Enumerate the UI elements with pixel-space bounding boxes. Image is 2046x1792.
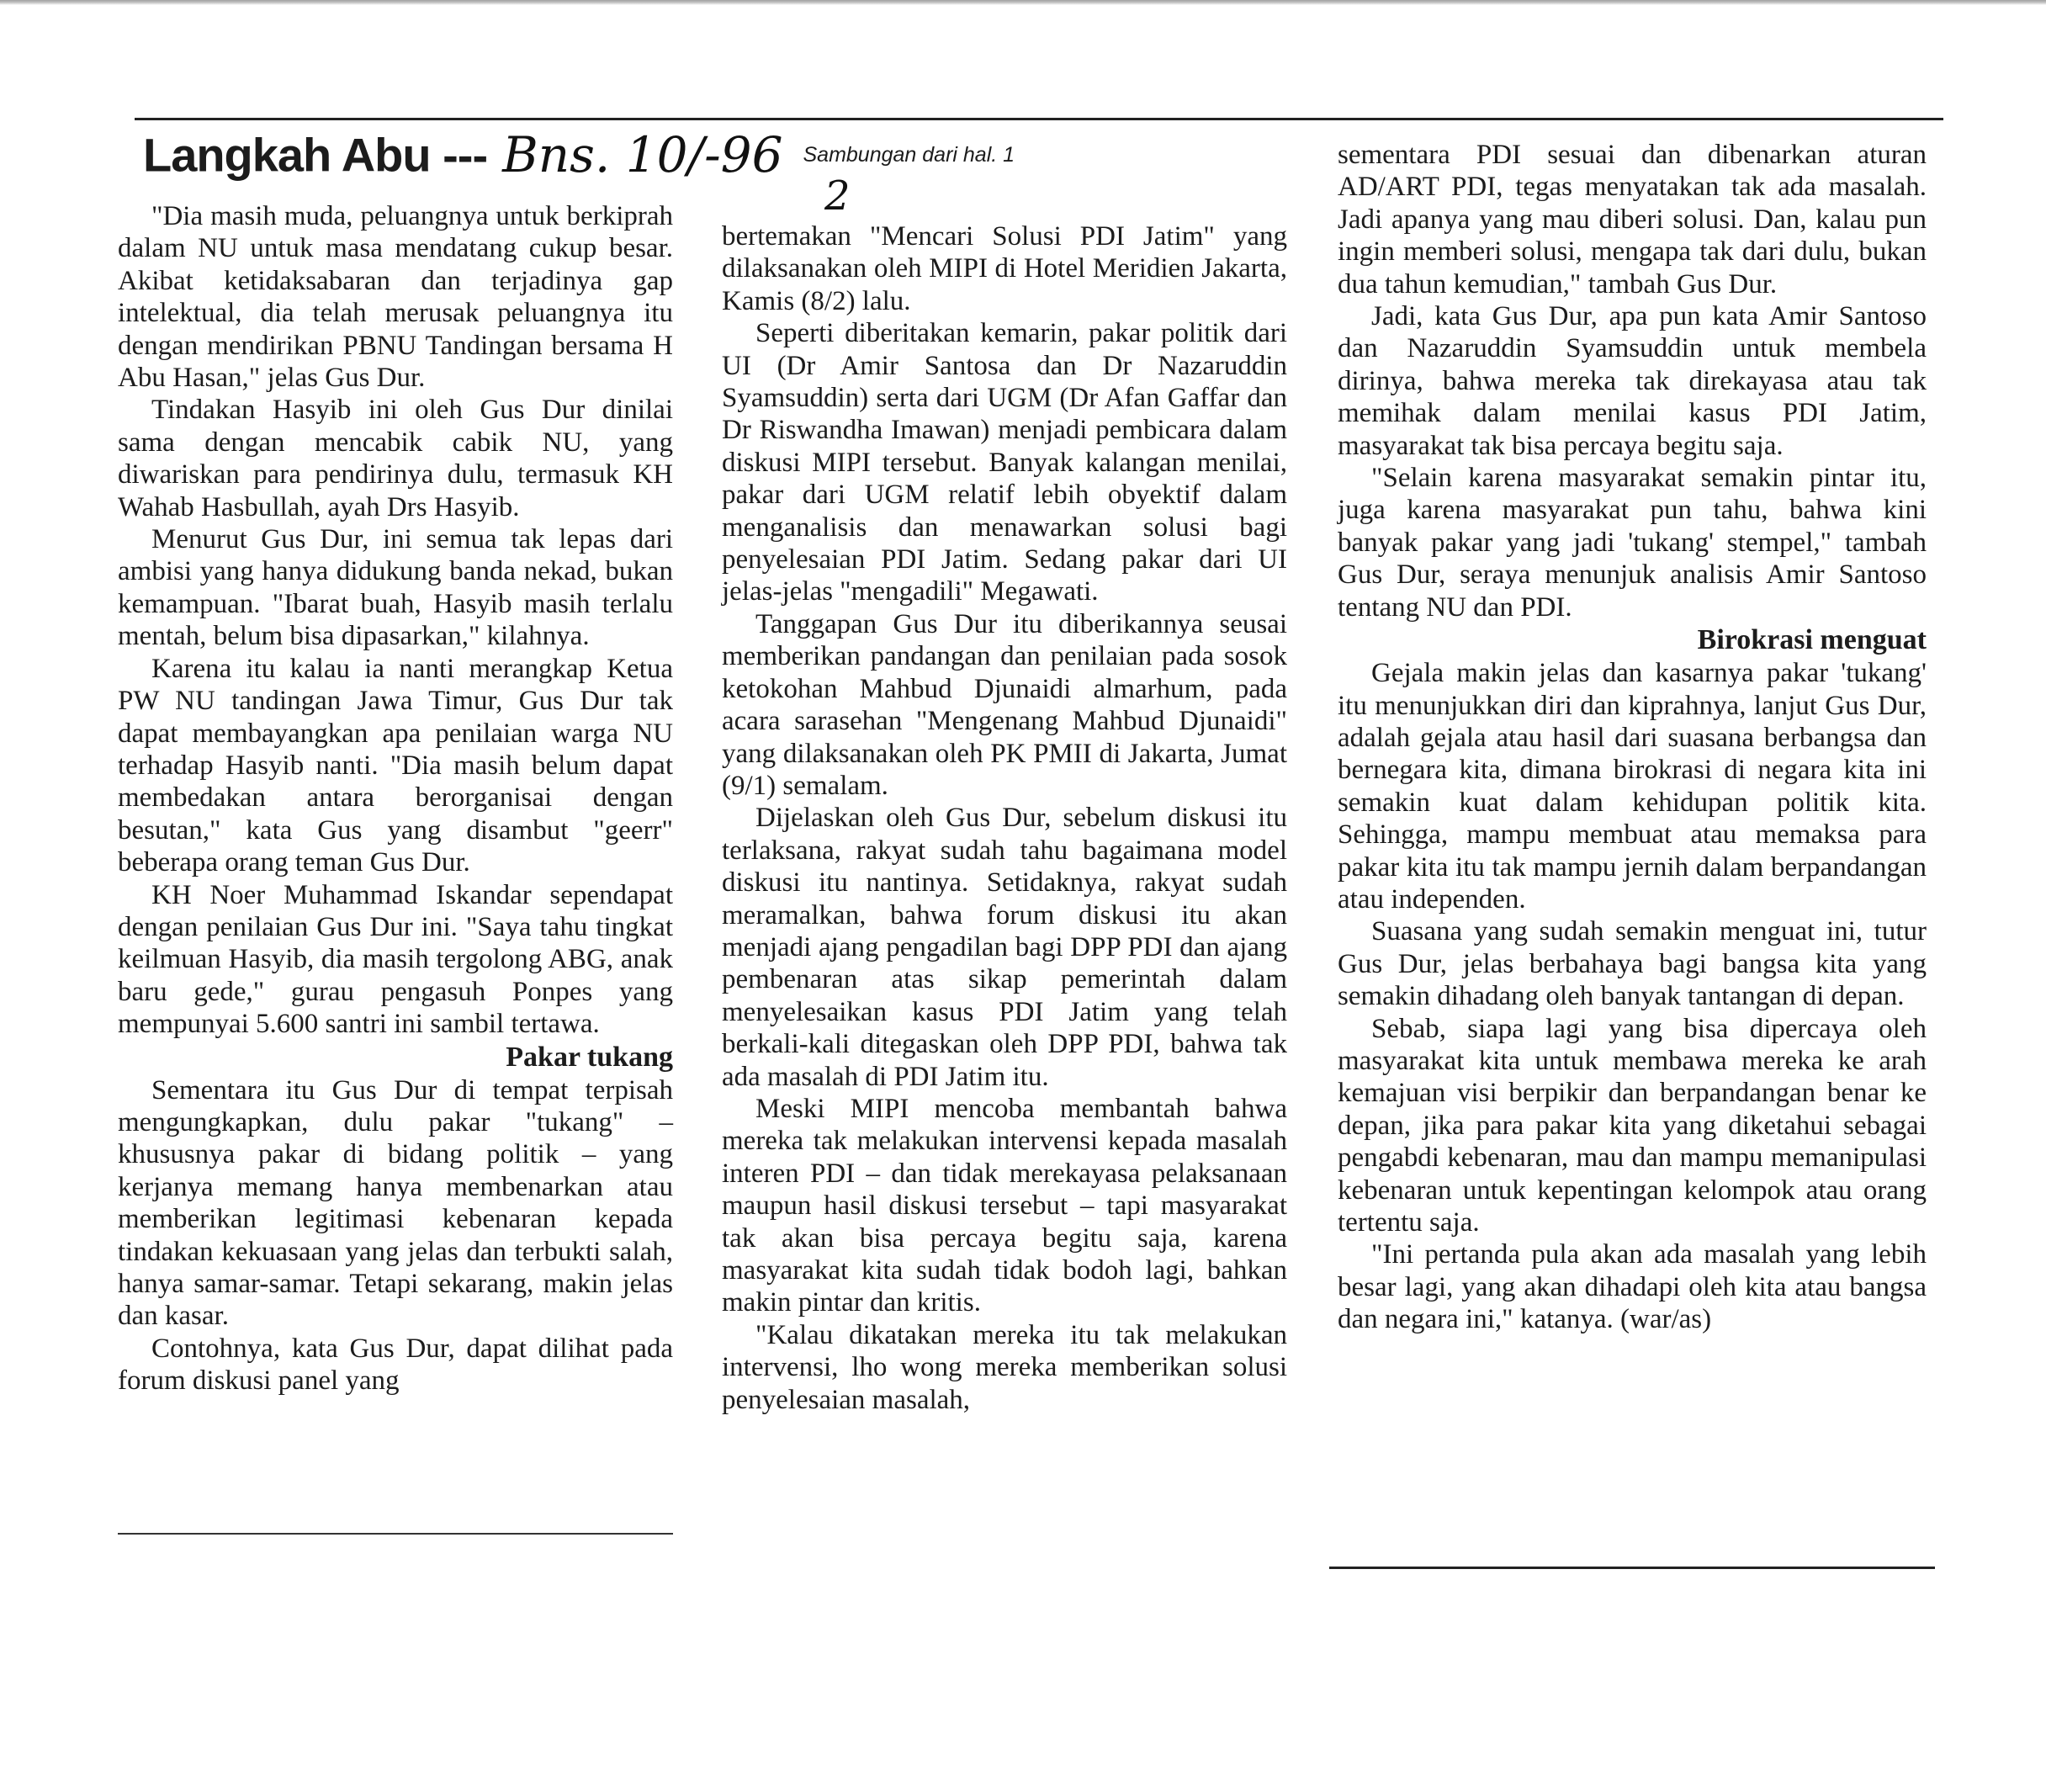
- headline: Langkah Abu ---: [143, 128, 488, 182]
- paragraph: Karena itu kalau ia nanti merangkap Ketua PW NU tandingan Jawa Timur, Gus Dur tak dapat membayangkan apa penilaian warga NU terhadap Hasyib nanti. "Dia masih belum dapat membedakan antara berorganisai dengan besutan," kata Gus yang disambut "geerr" beberapa orang teman Gus Dur.: [118, 653, 673, 878]
- bottom-rule: [1329, 1567, 1935, 1569]
- column-3: [1338, 139, 1927, 1336]
- paragraph: Sebab, siapa lagi yang bisa dipercaya oleh masyarakat kita untuk membawa mereka ke arah kemajuan visi berpikir dan berpandangan benar ke depan, jika para pakar kita yang diketahui sebagai pengabdi kebenaran, mau dan mampu memanipulasi kebenaran untuk kepentingan kelompok atau orang tertentu saja.: [1338, 1013, 1927, 1238]
- paragraph: Contohnya, kata Gus Dur, dapat dilihat pada forum diskusi panel yang: [118, 1333, 673, 1397]
- subheading: Pakar tukang: [506, 1041, 673, 1073]
- paragraph: Jadi, kata Gus Dur, apa pun kata Amir Santoso dan Nazaruddin Syamsuddin untuk membela dirinya, bahwa mereka tak direkayasa atau tak memihak dalam menilai kasus PDI Jatim, masyarakat tak bisa percaya begitu saja.: [1338, 301, 1927, 461]
- paragraph: bertemakan "Mencari Solusi PDI Jatim" yang dilaksanakan oleh MIPI di Hotel Meridien Jakarta, Kamis (8/2) lalu.: [722, 221, 1287, 316]
- paragraph: Suasana yang sudah semakin menguat ini, tutur Gus Dur, jelas berbahaya bagi bangsa kita yang semakin dihadang oleh banyak tantangan di depan.: [1338, 916, 1927, 1012]
- paragraph: sementara PDI sesuai dan dibenarkan aturan AD/ART PDI, tegas menyatakan tak ada masalah. Jadi apanya yang mau diberi solusi. Dan, kalau pun ingin memberi solusi, mengapa tak dari dulu, bukan dua tahun kemudian," tambah Gus Dur.: [1338, 140, 1927, 300]
- top-rule: [135, 118, 1943, 120]
- scan-edge: [0, 0, 2046, 5]
- paragraph: "Selain karena masyarakat semakin pintar itu, juga karena masyarakat pun tahu, bahwa kini banyak pakar yang jadi 'tukang' stempel," tambah Gus Dur, seraya menunjuk analisis Amir Santoso tentang NU dan PDI.: [1338, 463, 1927, 623]
- paragraph: Tanggapan Gus Dur itu diberikannya seusai memberikan pandangan dan penilaian pada sosok ketokohan Mahbud Djunaidi almarhum, pada acara sarasehan "Mengenang Mahbud Djunaidi" yang dilaksanakan oleh PK PMII di Jakarta, Jumat (9/1) semalam.: [722, 608, 1287, 801]
- column-2: [722, 220, 1287, 1416]
- paragraph: "Kalau dikatakan mereka itu tak melakukan intervensi, lho wong mereka memberikan solusi penyelesaian masalah,: [722, 1319, 1287, 1415]
- handwritten-sub-note: 2: [824, 172, 851, 220]
- paragraph: KH Noer Muhammad Iskandar sependapat dengan penilaian Gus Dur ini. "Saya tahu tingkat keilmuan Hasyib, dia masih tergolong ABG, anak baru gede," gurau pengasuh Ponpes yang mempunyai 5.600 santri ini sambil tertawa.: [118, 879, 673, 1040]
- paragraph: "Dia masih muda, peluangnya untuk berkiprah dalam NU untuk masa mendatang cukup besar. Akibat ketidaksabaran dan terjadinya gap intelektual, dia telah merusak peluangnya itu dengan mendirikan PBNU Tandingan bersama H Abu Hasan," jelas Gus Dur.: [118, 201, 673, 394]
- paragraph: Seperti diberitakan kemarin, pakar politik dari UI (Dr Amir Santosa dan Dr Nazaruddin Syamsuddin) serta dari UGM (Dr Afan Gaffar dan Dr Riswandha Imawan) menjadi pembicara dalam diskusi MIPI tersebut. Banyak kalangan menilai, pakar dari UGM relatif lebih obyektif dalam menganalisis dan menawarkan solusi bagi penyelesaian PDI Jatim. Sedang pakar dari UI jelas-jelas "mengadili" Megawati.: [722, 318, 1287, 607]
- column-1-underline: [118, 1533, 673, 1535]
- paragraph: Menurut Gus Dur, ini semua tak lepas dari ambisi yang hanya didukung banda nekad, bukan kemampuan. "Ibarat buah, Hasyib masih terlalu mentah, belum bisa dipasarkan," kilahnya.: [118, 524, 673, 652]
- subheading: Birokrasi menguat: [1697, 624, 1927, 656]
- column-1: [118, 200, 673, 1397]
- paragraph: Tindakan Hasyib ini oleh Gus Dur dinilai sama dengan mencabik cabik NU, yang diwariskan para pendirinya dulu, termasuk KH Wahab Hasbullah, ayah Drs Hasyib.: [118, 395, 673, 522]
- continuation-note: Sambungan dari hal. 1: [803, 142, 1015, 167]
- paragraph: Meski MIPI mencoba membantah bahwa mereka tak melakukan intervensi kepada masalah interen PDI – dan tidak merekayasa pelaksanaan maupun hasil diskusi tersebut – tapi masyarakat tak akan bisa percaya begitu saja, karena masyarakat kita sudah tidak bodoh lagi, bahkan makin pintar dan kritis.: [722, 1093, 1287, 1318]
- paragraph: "Ini pertanda pula akan ada masalah yang lebih besar lagi, yang akan dihadapi oleh kita atau bangsa dan negara ini," katanya. (war/as): [1338, 1239, 1927, 1335]
- paragraph: Dijelaskan oleh Gus Dur, sebelum diskusi itu terlaksana, rakyat sudah tahu bagaimana model diskusi itu nantinya. Setidaknya, rakyat sudah meramalkan, bahwa forum diskusi itu akan menjadi ajang pengadilan bagi DPP PDI dan ajang pembenaran atas sikap pemerintah dalam menyelesaikan kasus PDI Jatim yang telah berkali-kali ditegaskan oleh DPP PDI, bahwa tak ada masalah di PDI Jatim itu.: [722, 803, 1287, 1092]
- paragraph: Gejala makin jelas dan kasarnya pakar 'tukang' itu menunjukkan diri dan kiprahnya, lanjut Gus Dur, adalah gejala atau hasil dari suasana berbangsa dan bernegara kita, dimana birokrasi di negara kita ini semakin kuat dalam kehidupan politik kita. Sehingga, mampu membuat atau memaksa para pakar kita itu tak mampu jernih dalam berpandangan atau independen.: [1338, 658, 1927, 915]
- paragraph: Sementara itu Gus Dur di tempat terpisah mengungkapkan, dulu pakar "tukang" – khususnya pakar di bidang politik – yang kerjanya memang hanya membenarkan atau memberikan legitimasi kebenaran kepada tindakan kekuasaan yang jelas dan terbukti salah, hanya samar-samar. Tetapi sekarang, makin jelas dan kasar.: [118, 1074, 673, 1332]
- article-header: [143, 126, 1015, 194]
- handwritten-note: Bns. 10/-96: [502, 126, 783, 183]
